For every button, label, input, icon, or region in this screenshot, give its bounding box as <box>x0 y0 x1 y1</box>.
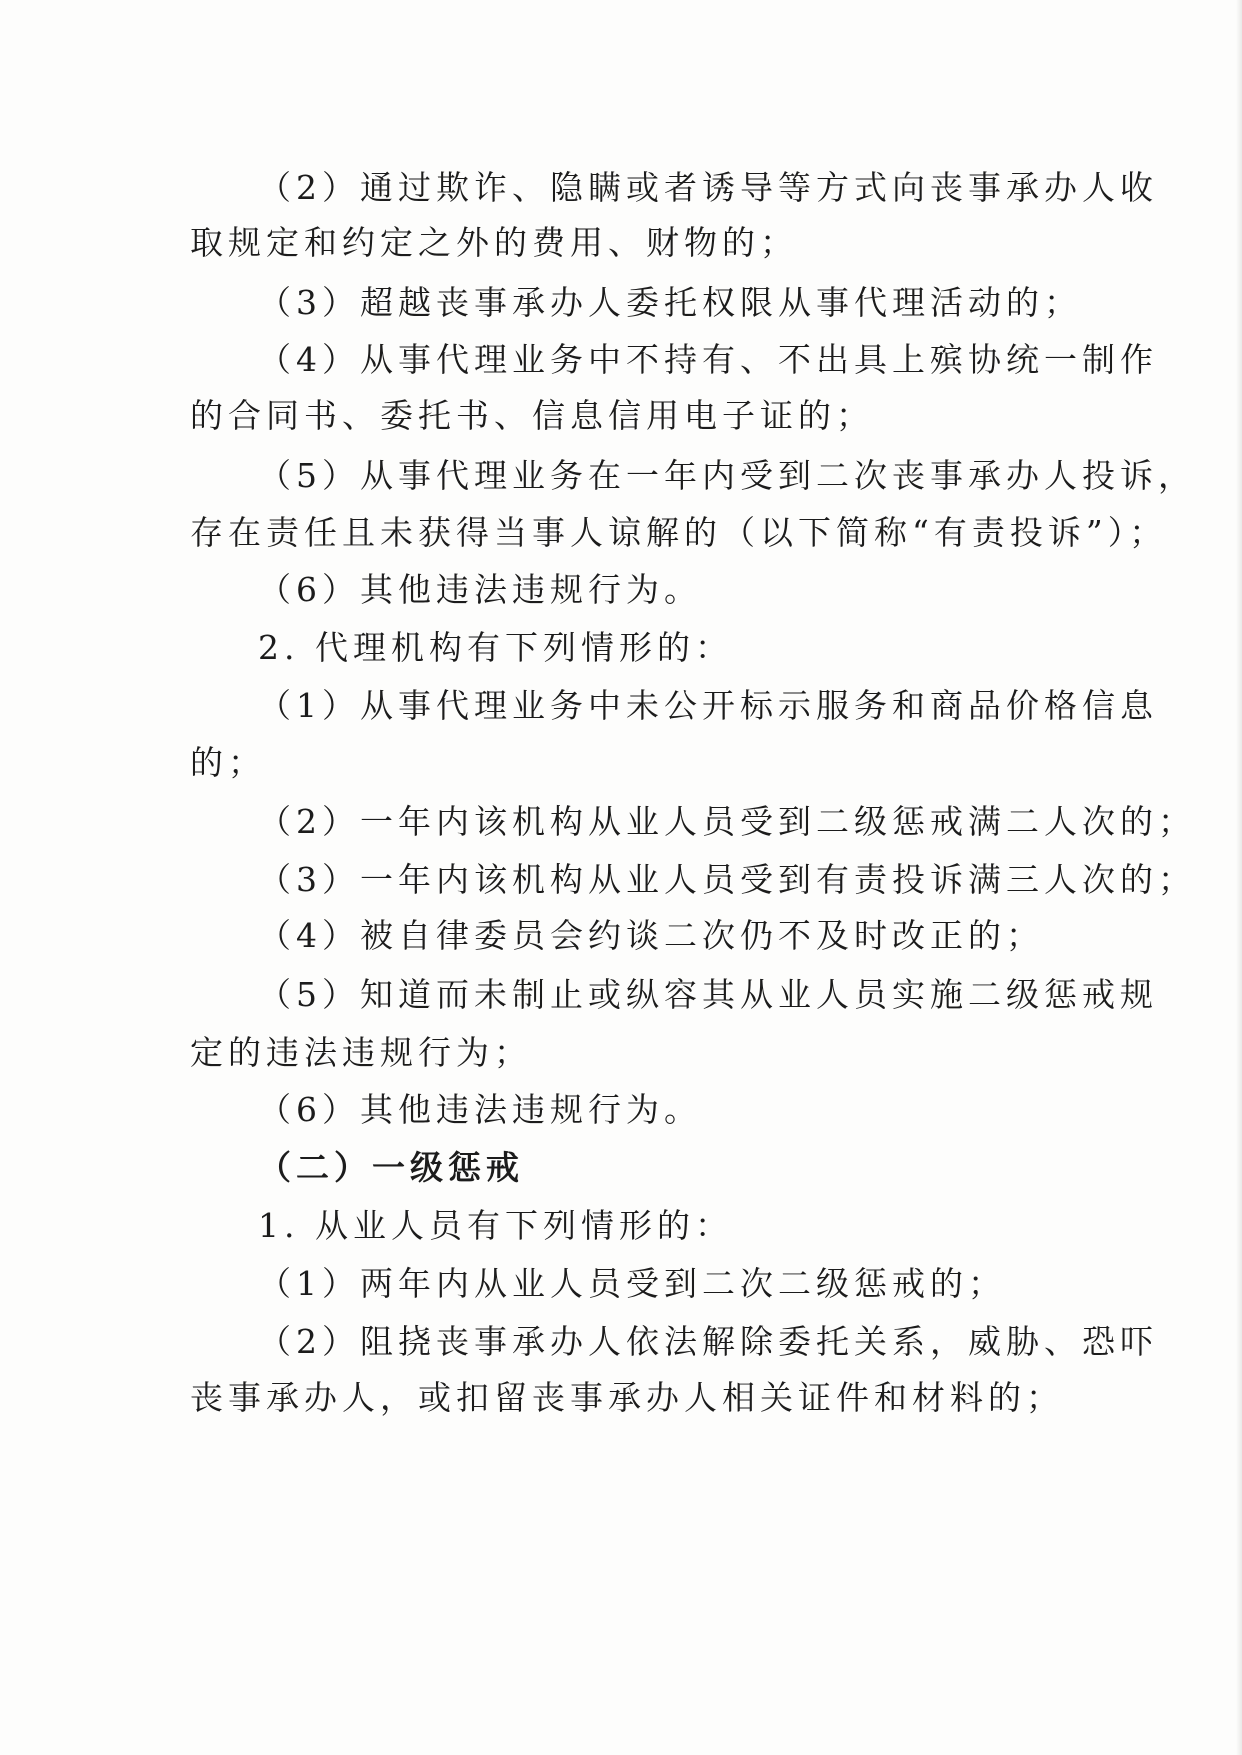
paragraph-line: 的； <box>190 743 266 782</box>
paragraph-line: （5）从事代理业务在一年内受到二次丧事承办人投诉， <box>258 456 1196 495</box>
paragraph-line: （5）知道而未制止或纵容其从业人员实施二级惩戒规 <box>258 975 1158 1014</box>
paragraph-line: （6）其他违法违规行为。 <box>258 1090 702 1129</box>
paragraph-line: （2）阻挠丧事承办人依法解除委托关系，威胁、恐吓 <box>258 1322 1158 1361</box>
paragraph-line: 定的违法违规行为； <box>190 1033 532 1072</box>
paragraph-line: （2）一年内该机构从业人员受到二级惩戒满二人次的； <box>258 802 1196 841</box>
paragraph-line: （1）从事代理业务中未公开标示服务和商品价格信息 <box>258 686 1158 725</box>
paragraph-line: （3）一年内该机构从业人员受到有责投诉满三人次的； <box>258 860 1196 899</box>
section-heading: （二）一级惩戒 <box>258 1148 524 1187</box>
paragraph-line: （3）超越丧事承办人委托权限从事代理活动的； <box>258 283 1082 322</box>
paragraph-line: （2）通过欺诈、隐瞒或者诱导等方式向丧事承办人收 <box>258 168 1158 207</box>
paragraph-line: 的合同书、委托书、信息信用电子证的； <box>190 396 874 435</box>
paragraph-line: 2. 代理机构有下列情形的： <box>258 628 733 667</box>
paragraph-line: （6）其他违法违规行为。 <box>258 570 702 609</box>
paragraph-line: （4）被自律委员会约谈二次仍不及时改正的； <box>258 916 1044 955</box>
paragraph-line: （1）两年内从业人员受到二次二级惩戒的； <box>258 1264 1006 1303</box>
paragraph-line: （4）从事代理业务中不持有、不出具上殡协统一制作 <box>258 340 1158 379</box>
paragraph-line: 1. 从业人员有下列情形的： <box>258 1206 733 1245</box>
paragraph-line: 丧事承办人，或扣留丧事承办人相关证件和材料的； <box>190 1378 1064 1417</box>
paragraph-line: 取规定和约定之外的费用、财物的； <box>190 223 798 262</box>
paragraph-line: 存在责任且未获得当事人谅解的（以下简称“有责投诉”）； <box>190 513 1168 552</box>
page-edge-shadow <box>1236 0 1242 1755</box>
